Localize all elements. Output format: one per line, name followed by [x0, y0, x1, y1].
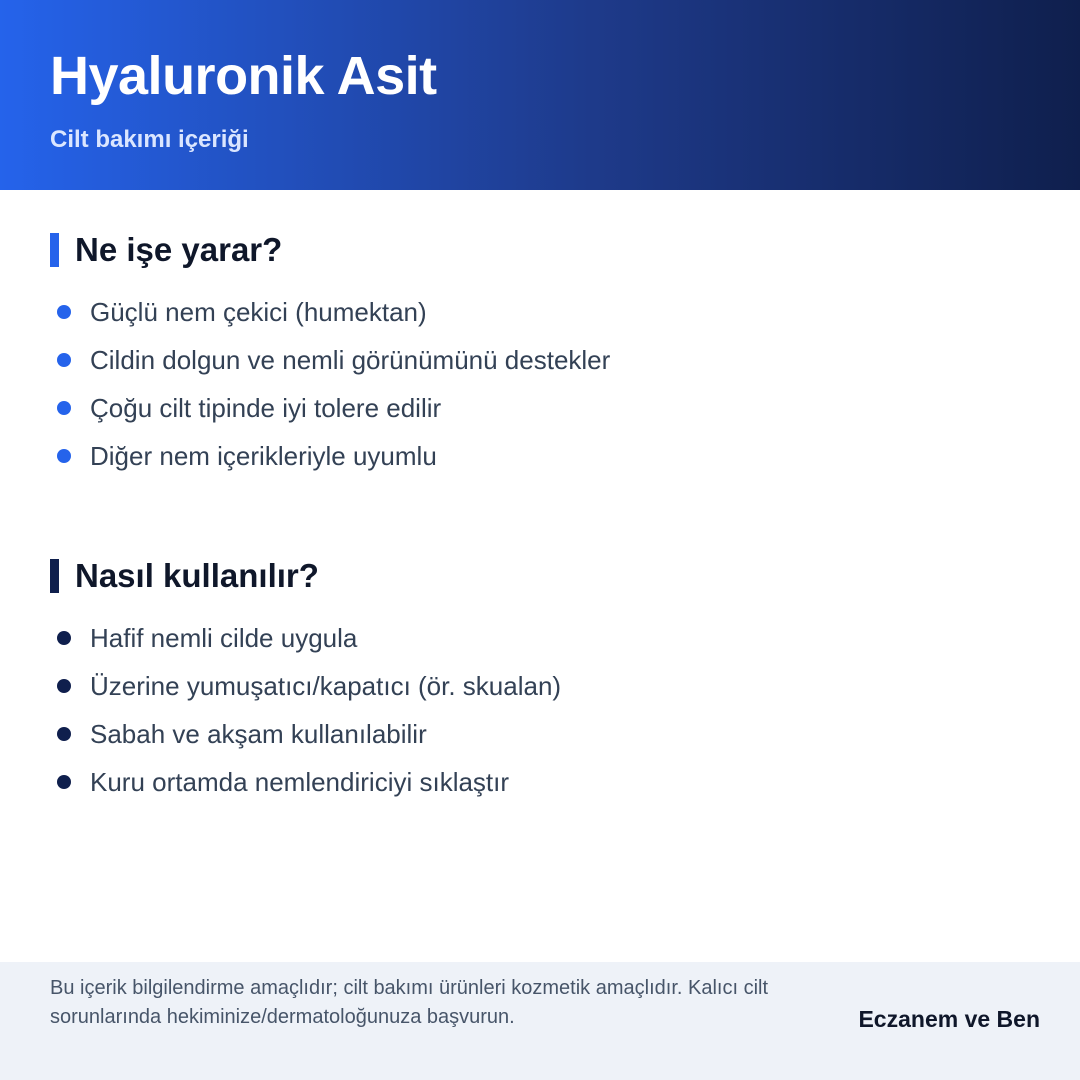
list-item-text: Güçlü nem çekici (humektan) [90, 296, 427, 327]
benefits-list [50, 288, 1030, 480]
bullet-dot-icon [57, 401, 71, 415]
bullet-dot-icon [57, 631, 71, 645]
brand-name: Eczanem ve Ben [858, 1006, 1040, 1032]
disclaimer-text: Bu içerik bilgilendirme amaçlıdır; cilt bakımı ürünleri kozmetik amaçlıdır. Kalıcı cilt sorunlarında hekiminize/dermatoloğunuza başvurun. [50, 977, 769, 1028]
section-title: Nasıl kullanılır? [75, 557, 319, 594]
list-item [50, 614, 1030, 662]
list-item [50, 710, 1030, 758]
list-item-text: Hafif nemli cilde uygula [90, 622, 358, 653]
bullet-dot-icon [57, 679, 71, 693]
footer [0, 962, 1080, 1080]
list-item-text: Diğer nem içerikleriyle uyumlu [90, 440, 437, 471]
bullet-dot-icon [57, 449, 71, 463]
section-heading [50, 232, 1030, 268]
list-item [50, 758, 1030, 806]
list-item [50, 288, 1030, 336]
list-item-text: Çoğu cilt tipinde iyi tolere edilir [90, 392, 442, 423]
section-benefits [50, 232, 1030, 480]
page-subtitle: Cilt bakımı içeriği [50, 126, 249, 153]
section-accent-bar [50, 559, 59, 593]
bullet-dot-icon [57, 775, 71, 789]
list-item [50, 384, 1030, 432]
bullet-dot-icon [57, 353, 71, 367]
list-item-text: Sabah ve akşam kullanılabilir [90, 718, 427, 749]
usage-list [50, 614, 1030, 806]
section-heading [50, 558, 1030, 594]
list-item-text: Kuru ortamda nemlendiriciyi sıklaştır [90, 766, 510, 797]
section-usage [50, 558, 1030, 806]
list-item [50, 336, 1030, 384]
list-item-text: Üzerine yumuşatıcı/kapatıcı (ör. skualan) [90, 670, 562, 701]
bullet-dot-icon [57, 727, 71, 741]
bullet-dot-icon [57, 305, 71, 319]
list-item [50, 432, 1030, 480]
list-item [50, 662, 1030, 710]
header-banner [0, 0, 1080, 190]
section-title: Ne işe yarar? [75, 231, 283, 268]
page-title: Hyaluronik Asit [50, 46, 437, 106]
list-item-text: Cildin dolgun ve nemli görünümünü destekler [90, 344, 611, 375]
section-accent-bar [50, 233, 59, 267]
